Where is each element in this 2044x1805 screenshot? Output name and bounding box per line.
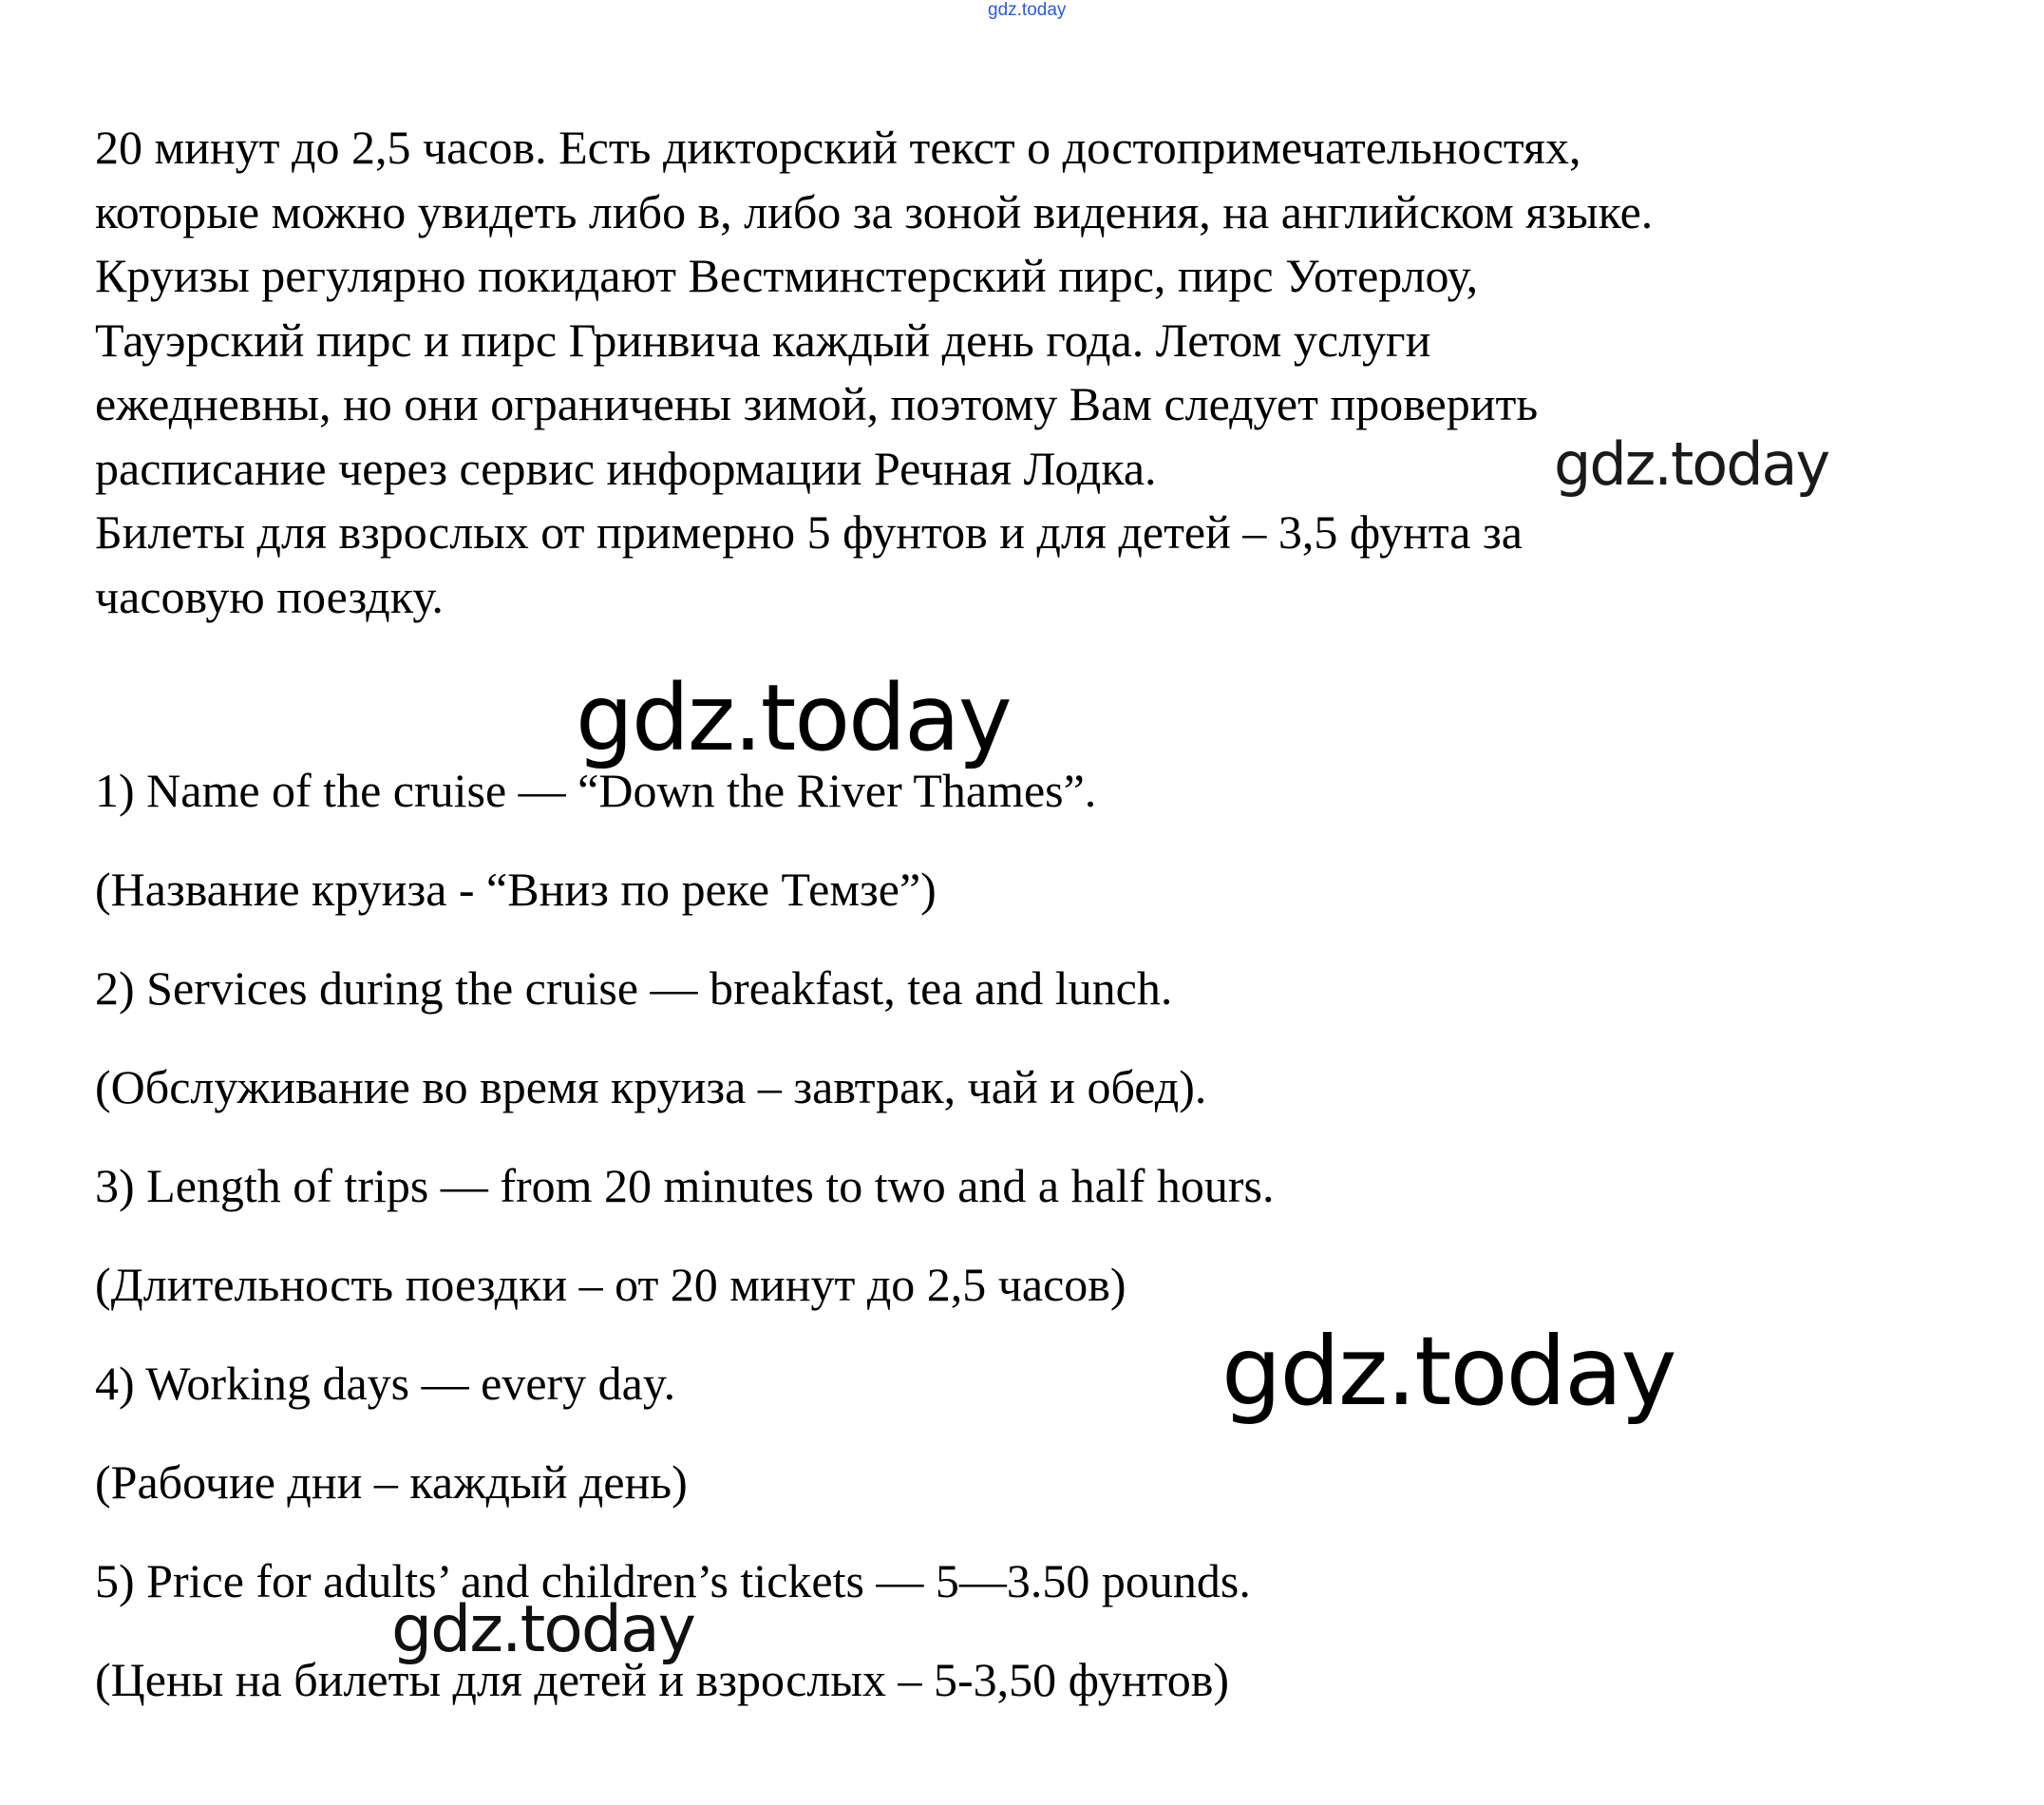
watermark-text: gdz.today [1554, 429, 1829, 499]
answer-translation: (Название круиза - “Вниз по реке Темзе”) [95, 863, 937, 916]
answer-item: 5) Price for adults’ and children’s tickets — 5—3.50 pounds. [95, 1554, 1251, 1607]
answer-item: 2) Services during the cruise — breakfast, tea and lunch. [95, 961, 1173, 1015]
intro-line: Круизы регулярно покидают Вестминстерский пирс, пирс Уотерлоу, [95, 249, 1479, 302]
intro-line: которые можно увидеть либо в, либо за зоной видения, на английском языке. [95, 184, 1654, 238]
intro-paragraph [95, 116, 2014, 629]
answer-translation: (Рабочие дни – каждый день) [95, 1455, 688, 1509]
intro-line: ежедневны, но они ограничены зимой, поэтому Вам следует проверить [95, 377, 1539, 430]
answer-item: 3) Length of trips — from 20 minutes to two and a half hours. [95, 1159, 1275, 1212]
answer-item: 4) Working days — every day. [95, 1357, 676, 1410]
watermark-text: gdz.today [391, 1592, 694, 1667]
watermark-text: gdz.today [1221, 1316, 1675, 1427]
answer-translation: (Длительность поездки – от 20 минут до 2,5 часов) [95, 1258, 1126, 1311]
intro-line: 20 минут до 2,5 часов. Есть дикторский текст о достопримечательностях, [95, 121, 1581, 174]
header-watermark: gdz.today [988, 0, 1067, 20]
answer-item: 1) Name of the cruise — “Down the River Thames”. [95, 764, 1097, 817]
answer-translation: (Обслуживание во время круиза – завтрак, чай и обед). [95, 1060, 1207, 1113]
answer-translation: (Цены на билеты для детей и взрослых – 5-3,50 фунтов) [95, 1653, 1229, 1706]
answer-list [95, 762, 1995, 1750]
intro-line: расписание через сервис информации Речная Лодка. [95, 441, 1157, 495]
intro-line: Билеты для взрослых от примерно 5 фунтов и для детей – 3,5 фунта за [95, 505, 1523, 559]
intro-line: часовую поездку. [95, 569, 444, 623]
intro-line: Тауэрский пирс и пирс Гринвича каждый день года. Летом услуги [95, 313, 1431, 367]
watermark-text: gdz.today [576, 665, 1011, 771]
